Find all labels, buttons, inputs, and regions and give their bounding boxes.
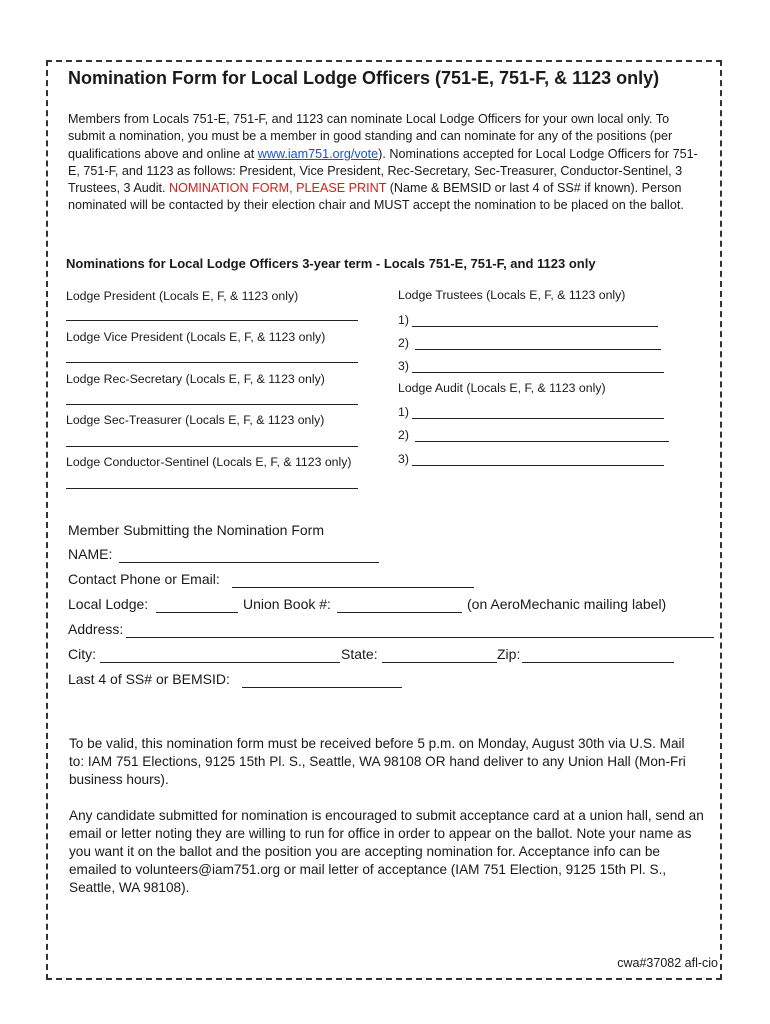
union-bug-footer: cwa#37082 afl-cio: [617, 956, 718, 970]
audit-3-line[interactable]: [412, 465, 664, 466]
trustee-2-line[interactable]: [415, 349, 661, 350]
contact-label: Contact Phone or Email:: [68, 571, 220, 587]
president-line[interactable]: [66, 320, 358, 321]
rec-secretary-line[interactable]: [66, 404, 358, 405]
union-book-field[interactable]: [337, 612, 462, 613]
validity-paragraph: To be valid, this nomination form must be received before 5 p.m. on Monday, August 30th via U.S. Mail to: IAM 751 Elections, 9125 15th Pl. S., Seattle, WA 98108 OR hand deliver to any Union Hall (Mon-Fri business hours).: [69, 736, 686, 787]
rec-secretary-label: Lodge Rec-Secretary (Locals E, F, & 1123 only): [66, 372, 325, 386]
local-lodge-label: Local Lodge:: [68, 596, 149, 612]
trustee-1-line[interactable]: [412, 326, 658, 327]
zip-field[interactable]: [522, 662, 674, 663]
audit-label: Lodge Audit (Locals E, F, & 1123 only): [398, 381, 606, 395]
audit-3-number: 3): [398, 452, 409, 466]
intro-text-3: (Name & BEMSID or last 4 of SS# if known). Person nominated will be contacted by their election chair and MUST accept the nomination to be placed on the ballot.: [68, 181, 684, 213]
audit-2-line[interactable]: [415, 441, 669, 442]
sec-treasurer-label: Lodge Sec-Treasurer (Locals E, F, & 1123 only): [66, 413, 325, 427]
local-lodge-field[interactable]: [156, 612, 238, 613]
conductor-sentinel-label: Lodge Conductor-Sentinel (Locals E, F, & 1123 only): [66, 455, 352, 469]
city-label: City:: [68, 646, 96, 662]
last4-label: Last 4 of SS# or BEMSID:: [68, 671, 230, 687]
union-book-label: Union Book #:: [243, 596, 331, 612]
audit-1-line[interactable]: [412, 418, 664, 419]
city-field[interactable]: [100, 662, 340, 663]
last4-field[interactable]: [242, 687, 402, 688]
audit-2-number: 2): [398, 428, 409, 442]
intro-text-2: ). Nominations accepted for Local Lodge Officers for 751-E, 751-F, and 1123 as follows: President, Vice President, Rec-Secretary, Sec-Treasurer, Conductor-Sentinel, 3 Trustees, 3 Audit.: [68, 146, 698, 196]
trustees-label: Lodge Trustees (Locals E, F, & 1123 only): [398, 288, 626, 302]
address-label: Address:: [68, 621, 124, 637]
print-notice: NOMINATION FORM, PLEASE PRINT: [169, 181, 387, 196]
candidate-paragraph: Any candidate submitted for nomination is encouraged to submit acceptance card at a union hall, send an email or letter noting they are willing to run for office in order to appear on the ballot. Note your name as you want it on the ballot and the position you are accepting nomination for. Acceptance info can be emailed to volunteers@iam751.org or mail letter of acceptance (IAM 751 Election, 9125 15th Pl. S., Seattle, WA 98108).: [69, 808, 704, 895]
president-label: Lodge President (Locals E, F, & 1123 only): [66, 289, 299, 303]
state-label: State:: [341, 646, 378, 662]
audit-1-number: 1): [398, 405, 409, 419]
trustee-1-number: 1): [398, 313, 409, 327]
member-heading: Member Submitting the Nomination Form: [68, 522, 324, 538]
union-book-note: (on AeroMechanic mailing label): [467, 596, 667, 612]
vote-link[interactable]: www.iam751.org/vote: [257, 146, 379, 161]
state-field[interactable]: [382, 662, 497, 663]
conductor-sentinel-line[interactable]: [66, 488, 358, 489]
intro-paragraph: [68, 111, 700, 215]
contact-field[interactable]: [232, 587, 474, 588]
trustee-3-line[interactable]: [412, 372, 664, 373]
address-field[interactable]: [126, 637, 714, 638]
section-heading: Nominations for Local Lodge Officers 3-year term - Locals 751-E, 751-F, and 1123 only: [66, 256, 596, 271]
form-title: Nomination Form for Local Lodge Officers (751-E, 751-F, & 1123 only): [68, 68, 660, 88]
zip-label: Zip:: [497, 646, 521, 662]
trustee-3-number: 3): [398, 359, 409, 373]
sec-treasurer-line[interactable]: [66, 446, 358, 447]
intro-text-1: Members from Locals 751-E, 751-F, and 1123 can nominate Local Lodge Officers for your own local only. To submit a nomination, you must be a member in good standing and can nominate for any of the positions (per qualifications above and online at: [68, 112, 673, 161]
name-label: NAME:: [68, 546, 113, 562]
name-field[interactable]: [119, 562, 379, 563]
vice-president-label: Lodge Vice President (Locals E, F, & 1123 only): [66, 330, 326, 344]
trustee-2-number: 2): [398, 336, 409, 350]
vice-president-line[interactable]: [66, 362, 358, 363]
